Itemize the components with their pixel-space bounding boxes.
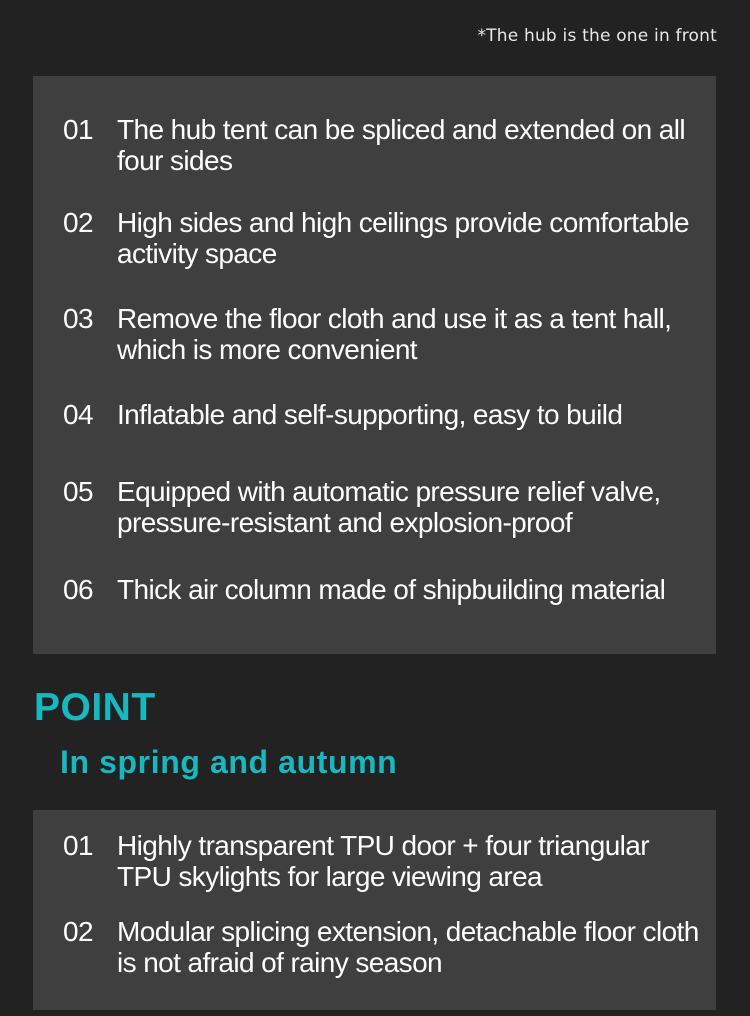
- point-text: Highly transparent TPU door + four triangular TPU skylights for large viewing area: [117, 830, 649, 892]
- feature-text: Inflatable and self-supporting, easy to build: [117, 399, 623, 430]
- feature-number: 02: [63, 207, 93, 238]
- feature-item: [63, 399, 706, 430]
- feature-text: High sides and high ceilings provide comfortable activity space: [117, 207, 689, 269]
- feature-number: 05: [63, 476, 93, 507]
- point-subheading: In spring and autumn: [60, 744, 398, 780]
- point-number: 02: [63, 916, 93, 947]
- feature-text: Equipped with automatic pressure relief valve, pressure-resistant and explosion-proof: [117, 476, 661, 538]
- point-text: Modular splicing extension, detachable floor cloth is not afraid of rainy season: [117, 916, 699, 978]
- feature-text: Remove the floor cloth and use it as a tent hall, which is more convenient: [117, 303, 672, 365]
- feature-number: 01: [63, 114, 93, 145]
- feature-text: The hub tent can be spliced and extended on all four sides: [117, 114, 686, 176]
- point-panel: [33, 810, 716, 1010]
- point-item: [63, 916, 706, 978]
- feature-item: [63, 476, 706, 538]
- feature-item: [63, 303, 706, 365]
- point-heading: POINT: [34, 686, 156, 729]
- feature-text: Thick air column made of shipbuilding material: [117, 574, 666, 605]
- feature-number: 04: [63, 399, 93, 430]
- hub-note: *The hub is the one in front: [477, 26, 717, 46]
- features-panel: [33, 76, 716, 654]
- point-item: [63, 830, 706, 892]
- feature-number: 06: [63, 574, 93, 605]
- feature-item: [63, 207, 706, 269]
- feature-number: 03: [63, 303, 93, 334]
- point-number: 01: [63, 830, 93, 861]
- feature-item: [63, 114, 706, 176]
- feature-item: [63, 574, 706, 605]
